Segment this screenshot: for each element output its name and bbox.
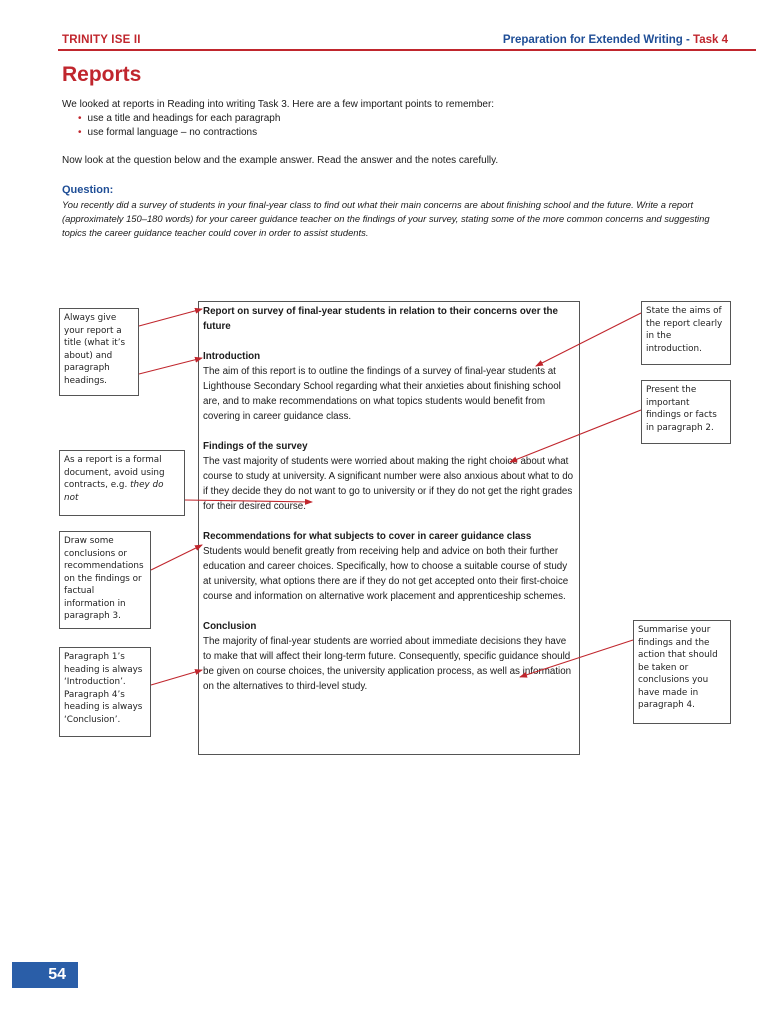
section-body: Students would benefit greatly from receiving help and advice on both their further education and career choices. Specifically, how to choose a suitable course of study at university, what options there are if they do not get accepted onto their first-choice course and information on alternative work placement and apprenticeship schemes. xyxy=(203,546,569,602)
section-label xyxy=(503,34,728,46)
section-label-task: Task 4 xyxy=(693,34,728,46)
note-facts: Present the important findings or facts in paragraph 2. xyxy=(641,380,731,444)
note-formal-example: they do not xyxy=(64,480,164,503)
bullet-item: • use a title and headings for each paragraph xyxy=(78,112,280,126)
note-paragraph-headings: Paragraph 1’s heading is always ‘Introduction’. Paragraph 4’s heading is always ‘Conclusion’. xyxy=(59,647,151,737)
section-body: The majority of final-year students are worried about immediate decisions they have to make that will affect their long-term future. Consequently, specific guidance should be given on course choices, the university application process, as well as information on the alternatives to third-level study. xyxy=(203,636,572,692)
question-text: You recently did a survey of students in your final-year class to find out what their main concerns are about finishing school and the future. Write a report (approximately 150–180 words) for your career guidance teacher on the findings of your survey, stating some of the more common concerns and suggesting topics the career guidance teacher could cover in order to assist students. xyxy=(62,199,710,238)
section-label-main: Preparation for Extended Writing - xyxy=(502,34,694,46)
intro-text: We looked at reports in Reading into writing Task 3. Here are a few important points to remember: xyxy=(62,99,495,110)
note-aims: State the aims of the report clearly in the introduction. xyxy=(641,301,731,365)
section-heading: Conclusion xyxy=(203,621,257,632)
section-body: The aim of this report is to outline the findings of a survey of final-year students at Lighthouse Secondary School regarding what their anxieties about finishing school are, and to make recommendations on what topics students would benefit from covering in career guidance class. xyxy=(203,366,561,422)
header-rule xyxy=(58,49,756,51)
arrow-to-conclusion xyxy=(151,670,202,685)
note-recommendations: Draw some conclusions or recommendations on the findings or factual information in paragraph 3. xyxy=(59,531,151,629)
note-title-headings: Always give your report a title (what it’s about) and paragraph headings. xyxy=(59,308,139,396)
section-heading: Findings of the survey xyxy=(203,441,308,452)
note-formal-language xyxy=(59,450,185,516)
page-number: 54 xyxy=(12,962,78,988)
bullet-item: • use formal language – no contractions xyxy=(78,126,280,140)
arrow-to-recommendations xyxy=(151,545,202,570)
note-formal-text: As a report is a formal document, avoid using contracts, e.g. xyxy=(64,455,165,490)
arrow-to-introduction xyxy=(139,358,202,374)
section-heading: Introduction xyxy=(203,351,261,362)
instruction-text: Now look at the question below and the example answer. Read the answer and the notes carefully. xyxy=(62,155,499,166)
question-label: Question: xyxy=(62,184,114,196)
page-title: Reports xyxy=(62,63,142,86)
note-summarise: Summarise your findings and the action that should be taken or conclusions you have made in paragraph 4. xyxy=(633,620,731,724)
bullet-list xyxy=(78,112,280,139)
series-label: TRINITY ISE II xyxy=(62,34,141,46)
section-heading: Recommendations for what subjects to cover in career guidance class xyxy=(203,531,532,542)
report-title: Report on survey of final-year students in relation to their concerns over the future xyxy=(203,306,558,332)
report-box xyxy=(198,301,580,755)
arrow-to-title xyxy=(139,309,202,326)
section-body: The vast majority of students were worried about making the right choice about what course to study at university. A significant number were also anxious about what to do if they decide they do not want to go to university or if they do not get the right grades for their desired course. xyxy=(203,456,574,512)
